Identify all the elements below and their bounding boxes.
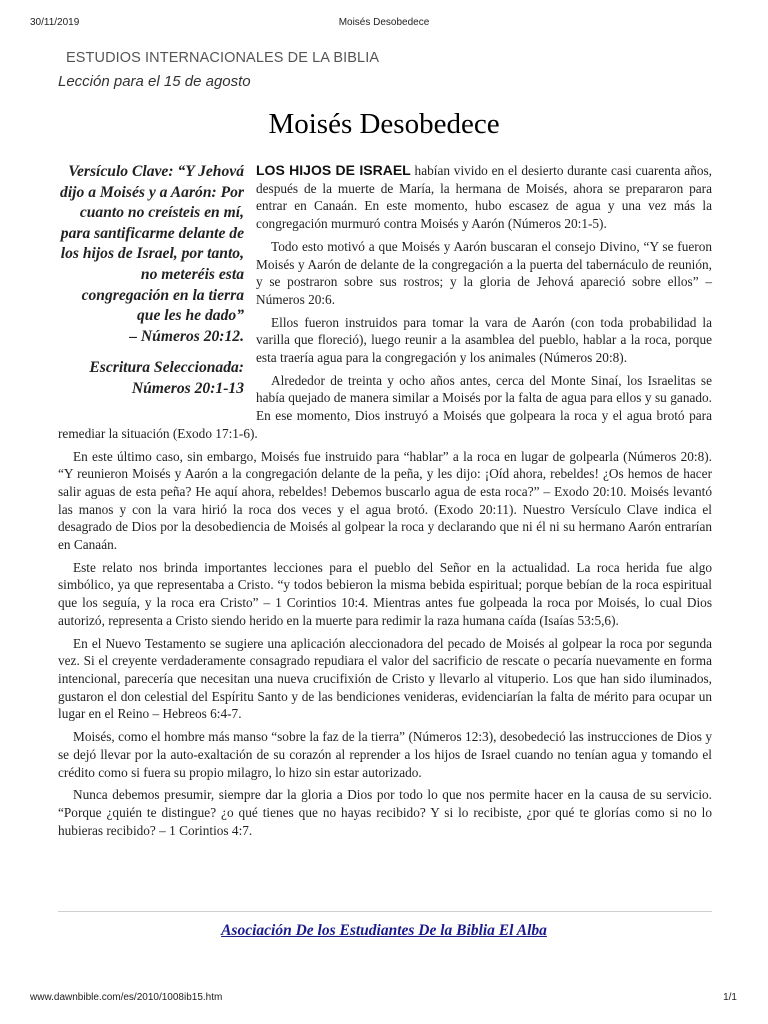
key-verse-text: Versículo Clave: “Y Jehová dijo a Moisés y a Aarón: Por cuanto no creísteis en mí, para santificarme delante de los hijos de Israel, por tanto, no meteréis esta congregación en la tierra que les he dado” [60, 163, 244, 325]
paragraph-2: Todo esto motivó a que Moisés y Aarón buscaran el consejo Divino, “Y se fueron Moisés y Aarón de delante de la congregación a la puerta del tabernáculo de reunión, y se postraron sobre sus rostros; y la gloria de Jehová apareció sobre ellos” – Números 20:6. [256, 238, 712, 307]
paragraph-4: Alrededor de treinta y ocho años antes, cerca del Monte Sinaí, los Israelitas se había quejado de manera similar a Moisés por la falta de agua para ellos y su ganado. En ese momento, Dios instruyó a Moisés que golpeara la roca y el agua brotó para remediar la situación (Exodo 17:1-6). [58, 372, 712, 441]
paragraph-1-text: habían vivido en el desierto durante casi cuarenta años, después de la muerte de María, la hermana de Moisés, ahora se prepararon para entrar en Canaán. En este momento, hubo escasez de agua y una vez más la congregación murmuró contra Moisés y Aarón (Números 20:1-5). [256, 163, 713, 232]
paragraph-3: Ellos fueron instruidos para tomar la vara de Aarón (con toda probabilidad la varilla que floreció), luego reunir a la asamblea del pueblo, hablar a la roca, porque esta traería agua para la congregación y los animales (Números 20:8). [256, 314, 712, 366]
key-verse-sidebar [58, 162, 244, 411]
paragraph-9: Nunca debemos presumir, siempre dar la gloria a Dios por todo lo que nos permite hacer en la causa de su servicio. “Porque ¿quién te distingue? ¿o qué tienes que no hayas recibido? Y si lo recibiste, ¿por qué te glorías como si no lo hubieras recibido? – 1 Corintios 4:7. [58, 787, 712, 838]
organization-name: ESTUDIOS INTERNACIONALES DE LA BIBLIA [66, 50, 380, 66]
divider [58, 911, 712, 912]
paragraph-5: En este último caso, sin embargo, Moisés fue instruido para “hablar” a la roca en lugar de golpearla (Números 20:8). “Y reunieron Moisés y Aarón a la congregación delante de la peña, y les dijo: ¡Oíd ahora, rebeldes! ¿Os hemos de hacer salir aguas de esta peña? He aquí ahora, rebeldes! Debemos buscarlo agua de esta roca?” – Exodo 20:10. Moisés levantó las manos y con la vara hirió la roca dos veces y el agua brotó. (Exodo 20:11). Nuestro Versículo Clave indica el desagrado de Dios por la desobediencia de Moisés al golpear la roca y declarando que ni él ni su hermano Aarón entrarían en Canaán. [58, 448, 712, 553]
lead-in: LOS HIJOS DE ISRAEL [256, 162, 411, 178]
article-body [58, 162, 712, 844]
page-title: Moisés Desobedece [268, 108, 500, 140]
selected-scripture-label: Escritura Seleccionada: [89, 359, 244, 377]
print-date: 30/11/2019 [30, 17, 80, 28]
selected-scripture-reference: Números 20:1-13 [131, 379, 244, 397]
paragraph-6: Este relato nos brinda importantes lecciones para el pueblo del Señor en la actualidad. La roca herida fue algo simbólico, ya que representaba a Cristo. “y todos bebieron la misma bebida espiritual; porque bebían de la roca espiritual que los seguía, y la roca era Cristo” – 1 Corintios 10:4. Mientras antes fue golpeada la roca por Moisés, lo cual Dios autorizó, representa a Cristo siendo herido en la muerte para redimir la raza humana caída (Isaías 53:5,6). [58, 559, 712, 628]
key-verse [58, 162, 244, 347]
paragraph-7: En el Nuevo Testamento se sugiere una aplicación aleccionadora del pecado de Moisés al golpear la roca por segunda vez. Si el creyente verdaderamente consagrado repudiara el valor del sacrificio de rescate o pecaría nuevamente en forma intencional, parecería que necesitan una nueva crucifixión de Cristo y llevarlo al vituperio. Los que han sido iluminados, gustaron el don celestial del Espíritu Santo y de las bendiciones venideras, evidenciarían la falta de mérito para ocupar un lugar en el Reino – Hebreos 6:4-7. [58, 635, 712, 722]
association-link[interactable]: Asociación De los Estudiantes De la Biblia El Alba [221, 922, 547, 939]
key-verse-reference: – Números 20:12. [129, 327, 244, 345]
page-number: 1/1 [723, 992, 737, 1003]
print-title: Moisés Desobedece [338, 17, 430, 28]
print-url: www.dawnbible.com/es/2010/1008ib15.htm [30, 992, 223, 1003]
lesson-date: Lección para el 15 de agosto [58, 73, 251, 90]
selected-scripture [58, 358, 244, 399]
paragraph-8: Moisés, como el hombre más manso “sobre la faz de la tierra” (Números 12:3), desobedeció las instrucciones de Dios y se dejó llevar por la auto-exaltación de su corazón al reprender a los hijos de Israel cuando no tenían agua y tomando el crédito como si fuera su propio milagro, lo hizo sin estar autorizado. [58, 729, 712, 780]
